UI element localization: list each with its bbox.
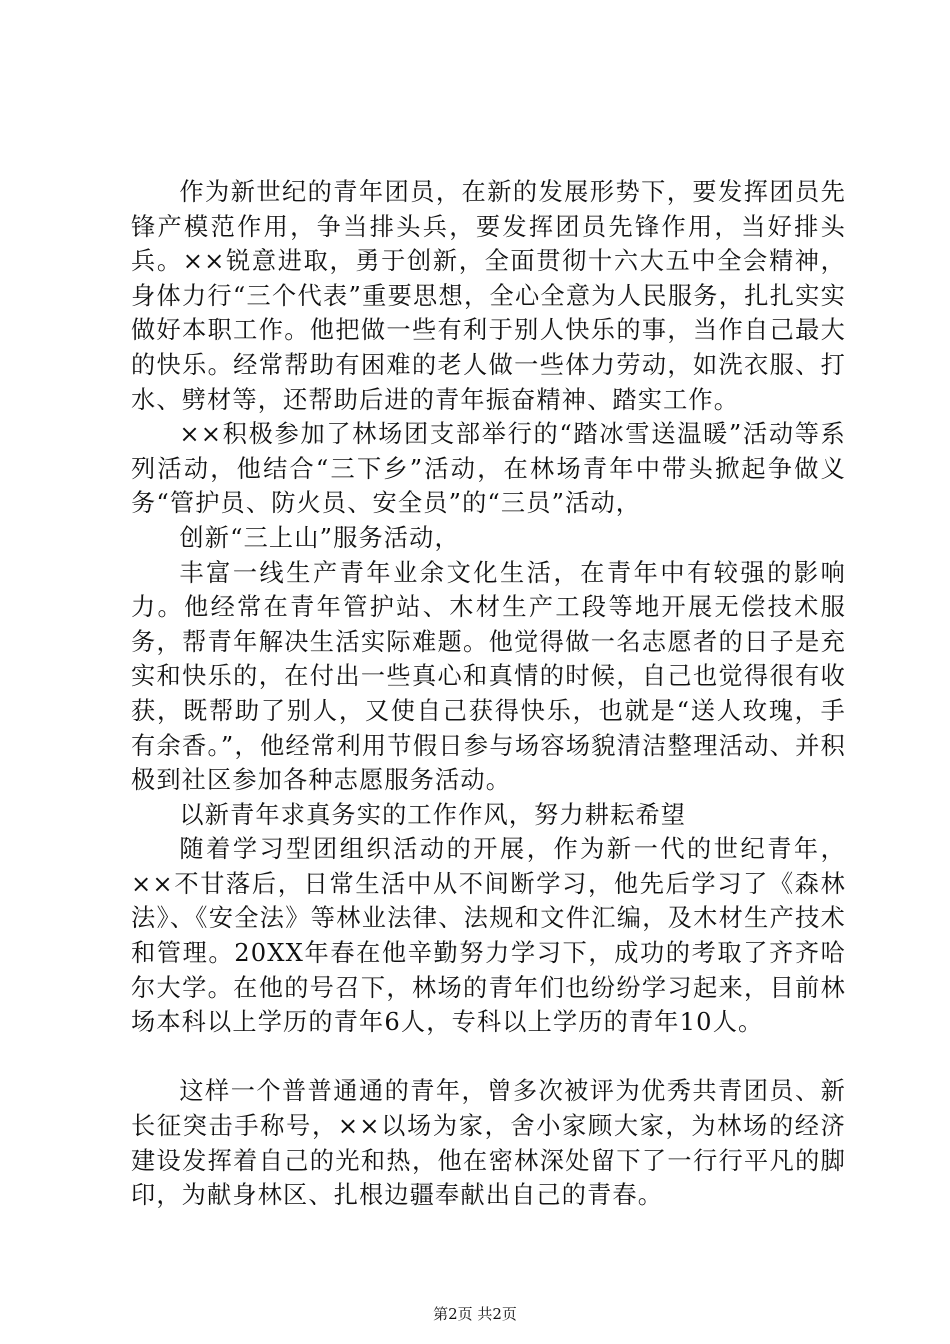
paragraph-6: 随着学习型团组织活动的开展，作为新一代的世纪青年，××不甘落后，日常生活中从不间断学习，他先后学习了《森林法》、《安全法》等林业法律、法规和文件汇编，及木材生产技术和管理。20XX年春在他辛勤努力学习下，成功的考取了齐齐哈尔大学。在他的号召下，林场的青年们也纷纷学习起来，目前林场本科以上学历的青年6人，专科以上学历的青年10人。 (131, 835, 846, 1037)
paragraph-7: 这样一个普普通通的青年，曾多次被评为优秀共青团员、新长征突击手称号，××以场为家，舍小家顾大家，为林场的经济建设发挥着自己的光和热，他在密林深处留下了一行行平凡的脚印，为献身林区、扎根边疆奉献出自己的青春。 (131, 1077, 846, 1210)
page-footer: 第2页 共2页 (433, 1305, 517, 1323)
paragraph-3: 创新“三上山”服务活动， (179, 523, 460, 552)
paragraph-5: 以新青年求真务实的工作作风，努力耕耘希望 (179, 800, 687, 829)
paragraph-2: ××积极参加了林场团支部举行的“踏冰雪送温暖”活动等系列活动，他结合“三下乡”活动，在林场青年中带头掀起争做义务“管护员、防火员、安全员”的“三员”活动， (131, 420, 846, 518)
paragraph-1: 作为新世纪的青年团员，在新的发展形势下，要发挥团员先锋产模范作用，争当排头兵，要发挥团员先锋作用，当好排头兵。××锐意进取，勇于创新，全面贯彻十六大五中全会精神，身体力行“三个代表”重要思想，全心全意为人民服务，扎扎实实做好本职工作。他把做一些有利于别人快乐的事，当作自己最大的快乐。经常帮助有困难的老人做一些体力劳动，如洗衣服、打水、劈材等，还帮助后进的青年振奋精神、踏实工作。 (131, 178, 846, 414)
paragraph-4: 丰富一线生产青年业余文化生活，在青年中有较强的影响力。他经常在青年管护站、木材生产工段等地开展无偿技术服务，帮青年解决生活实际难题。他觉得做一名志愿者的日子是充实和快乐的，在付出一些真心和真情的时候，自己也觉得很有收获，既帮助了别人，又使自己获得快乐，也就是“送人玫瑰，手有余香。”，他经常利用节假日参与场容场貌清洁整理活动、并积极到社区参加各种志愿服务活动。 (131, 558, 846, 795)
document-body (131, 175, 846, 1213)
